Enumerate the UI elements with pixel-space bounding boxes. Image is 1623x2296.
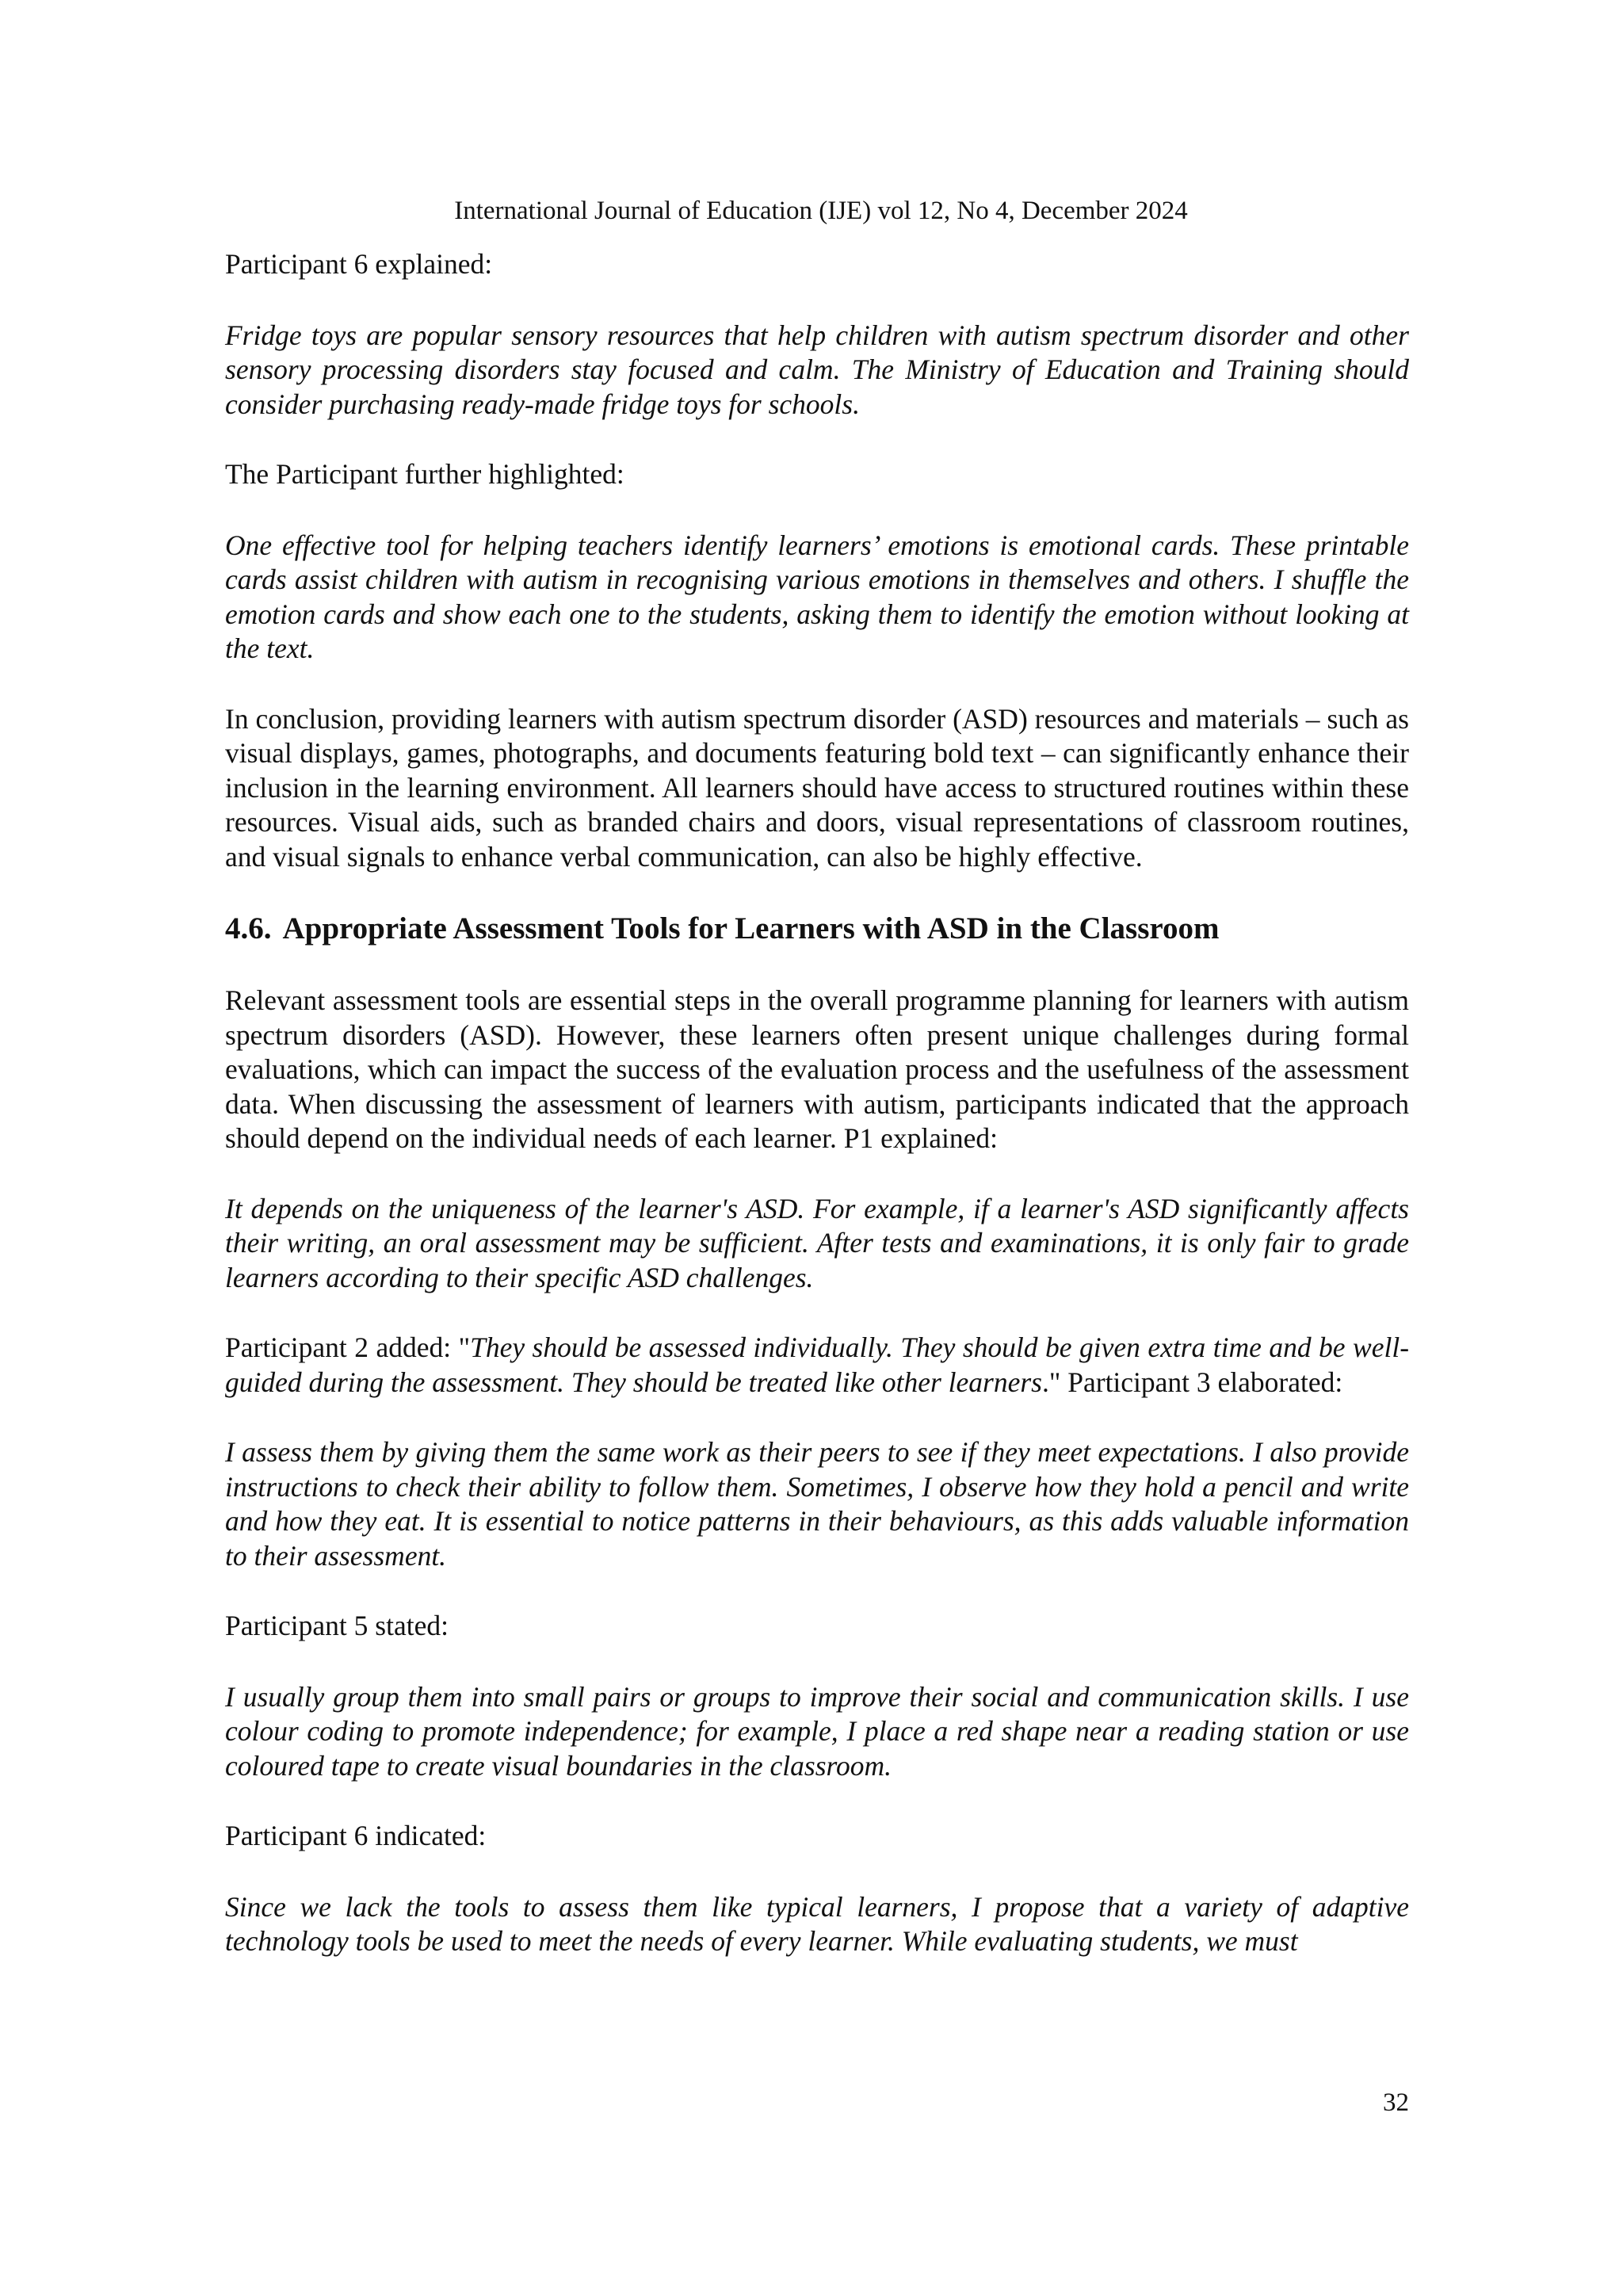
- participant-5-quote: I usually group them into small pairs or groups to improve their social and communication skills. I use colour coding to promote independence; for example, I place a red shape near a reading station or use coloured tape to create visual boundaries in the classroom.: [225, 1680, 1409, 1782]
- section-title: Appropriate Assessment Tools for Learners with ASD in the Classroom: [282, 911, 1220, 946]
- participant-5-intro: Participant 5 stated:: [225, 1610, 449, 1641]
- participant-3-quote: I assess them by giving them the same work as their peers to see if they meet expectations. I also provide instructions to check their ability to follow them. Sometimes, I observe how they hold a pencil and write and how they eat. It is essential to notice patterns in their behaviours, as this adds valuable information to their assessment.: [225, 1436, 1409, 1572]
- further-highlight-intro: The Participant further highlighted:: [225, 458, 624, 490]
- participant-2-lead: Participant 2 added: ": [225, 1331, 471, 1363]
- participant-6b-quote: Since we lack the tools to assess them like typical learners, I propose that a variety of adaptive technology tools be used to meet the needs of every learner. While evaluating students, we must: [225, 1890, 1409, 1957]
- article-body: [225, 247, 1409, 1959]
- participant-6-intro: Participant 6 explained:: [225, 248, 493, 280]
- conclusion-paragraph: In conclusion, providing learners with autism spectrum disorder (ASD) resources and materials – such as visual displays, games, photographs, and documents featuring bold text – can significantly enhance their inclusion in the learning environment. All learners should have access to structured routines within these resources. Visual aids, such as branded chairs and doors, visual representations of classroom routines, and visual signals to enhance verbal communication, can also be highly effective.: [225, 702, 1409, 873]
- participant-6-quote: Fridge toys are popular sensory resources that help children with autism spectrum disorder and other sensory processing disorders stay focused and calm. The Ministry of Education and Training should consider purchasing ready-made fridge toys for schools.: [225, 319, 1409, 420]
- participant-2-quote: They should be assessed individually. They should be given extra time and be well-guided during the assessment. They should be treated like other learners: [225, 1331, 1410, 1398]
- section-heading: [225, 910, 1409, 948]
- section-number: 4.6.: [225, 911, 272, 946]
- emotion-cards-quote: One effective tool for helping teachers identify learners’ emotions is emotional cards. These printable cards assist children with autism in recognising various emotions in themselves and others. I shuffle the emotion cards and show each one to the students, asking them to identify the emotion without looking at the text.: [225, 529, 1409, 664]
- page-number: 32: [1383, 2088, 1409, 2117]
- participant-1-quote: It depends on the uniqueness of the learner's ASD. For example, if a learner's ASD significantly affects their writing, an oral assessment may be sufficient. After tests and examinations, it is only fair to grade learners according to their specific ASD challenges.: [225, 1192, 1409, 1293]
- participant-6b-intro: Participant 6 indicated:: [225, 1820, 487, 1851]
- running-header: International Journal of Education (IJE) vol 12, No 4, December 2024: [454, 197, 1188, 225]
- participant-2-tail: ." Participant 3 elaborated:: [1042, 1366, 1343, 1398]
- participant-2-paragraph: [225, 1331, 1409, 1400]
- assessment-paragraph: Relevant assessment tools are essential steps in the overall programme planning for learners with autism spectrum disorders (ASD). However, these learners often present unique challenges during formal evaluations, which can impact the success of the evaluation process and the usefulness of the assessment data. When discussing the assessment of learners with autism, participants indicated that the approach should depend on the individual needs of each learner. P1 explained:: [225, 984, 1409, 1154]
